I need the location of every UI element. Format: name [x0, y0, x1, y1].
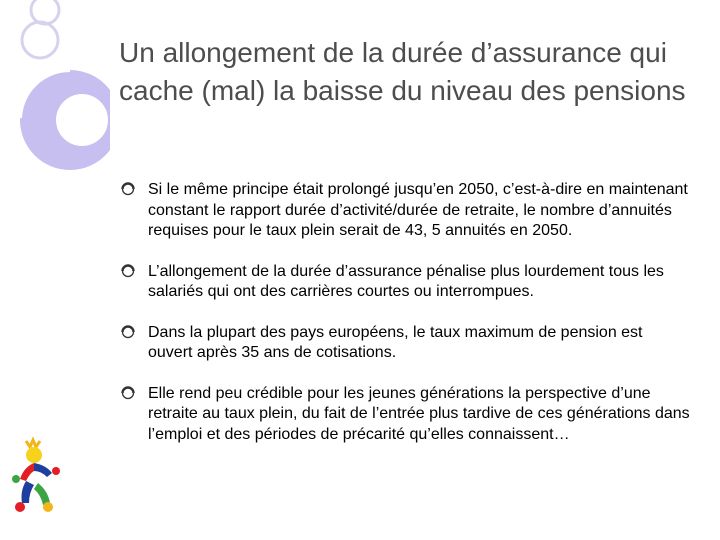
- mascot-logo-icon: [12, 435, 66, 515]
- bullet-item: [120, 262, 690, 303]
- bullet-text: L’allongement de la durée d’assurance pénalise plus lourdement tous les salariés qui ont des carrières courtes ou interrompues.: [148, 262, 664, 300]
- ringed-circle-bullet-icon: [120, 263, 136, 279]
- bullet-text: Dans la plupart des pays européens, le taux maximum de pension est ouvert après 35 ans de cotisations.: [148, 323, 643, 361]
- decorative-circles: [0, 0, 110, 230]
- ringed-circle-bullet-icon: [120, 385, 136, 401]
- slide-title: Un allongement de la durée d’assurance qui cache (mal) la baisse du niveau des pensions: [119, 37, 686, 106]
- ringed-circle-bullet-icon: [120, 324, 136, 340]
- bullet-item: [120, 180, 690, 242]
- ringed-circle-bullet-icon: [120, 181, 136, 197]
- bullet-item: [120, 384, 690, 446]
- bullet-list: [120, 180, 690, 445]
- bullet-text: Elle rend peu crédible pour les jeunes générations la perspective d’une retraite au taux plein, du fait de l’entrée plus tardive de ces générations dans l’emploi et des périodes de précarité qu’elles connaissent…: [148, 384, 690, 443]
- bullet-item: [120, 323, 690, 364]
- bullet-text: Si le même principe était prolongé jusqu’en 2050, c’est-à-dire en maintenant constant le rapport durée d’activité/durée de retraite, le nombre d’annuités requises pour le taux plein serait de 43, 5 annuités en 2050.: [148, 181, 688, 239]
